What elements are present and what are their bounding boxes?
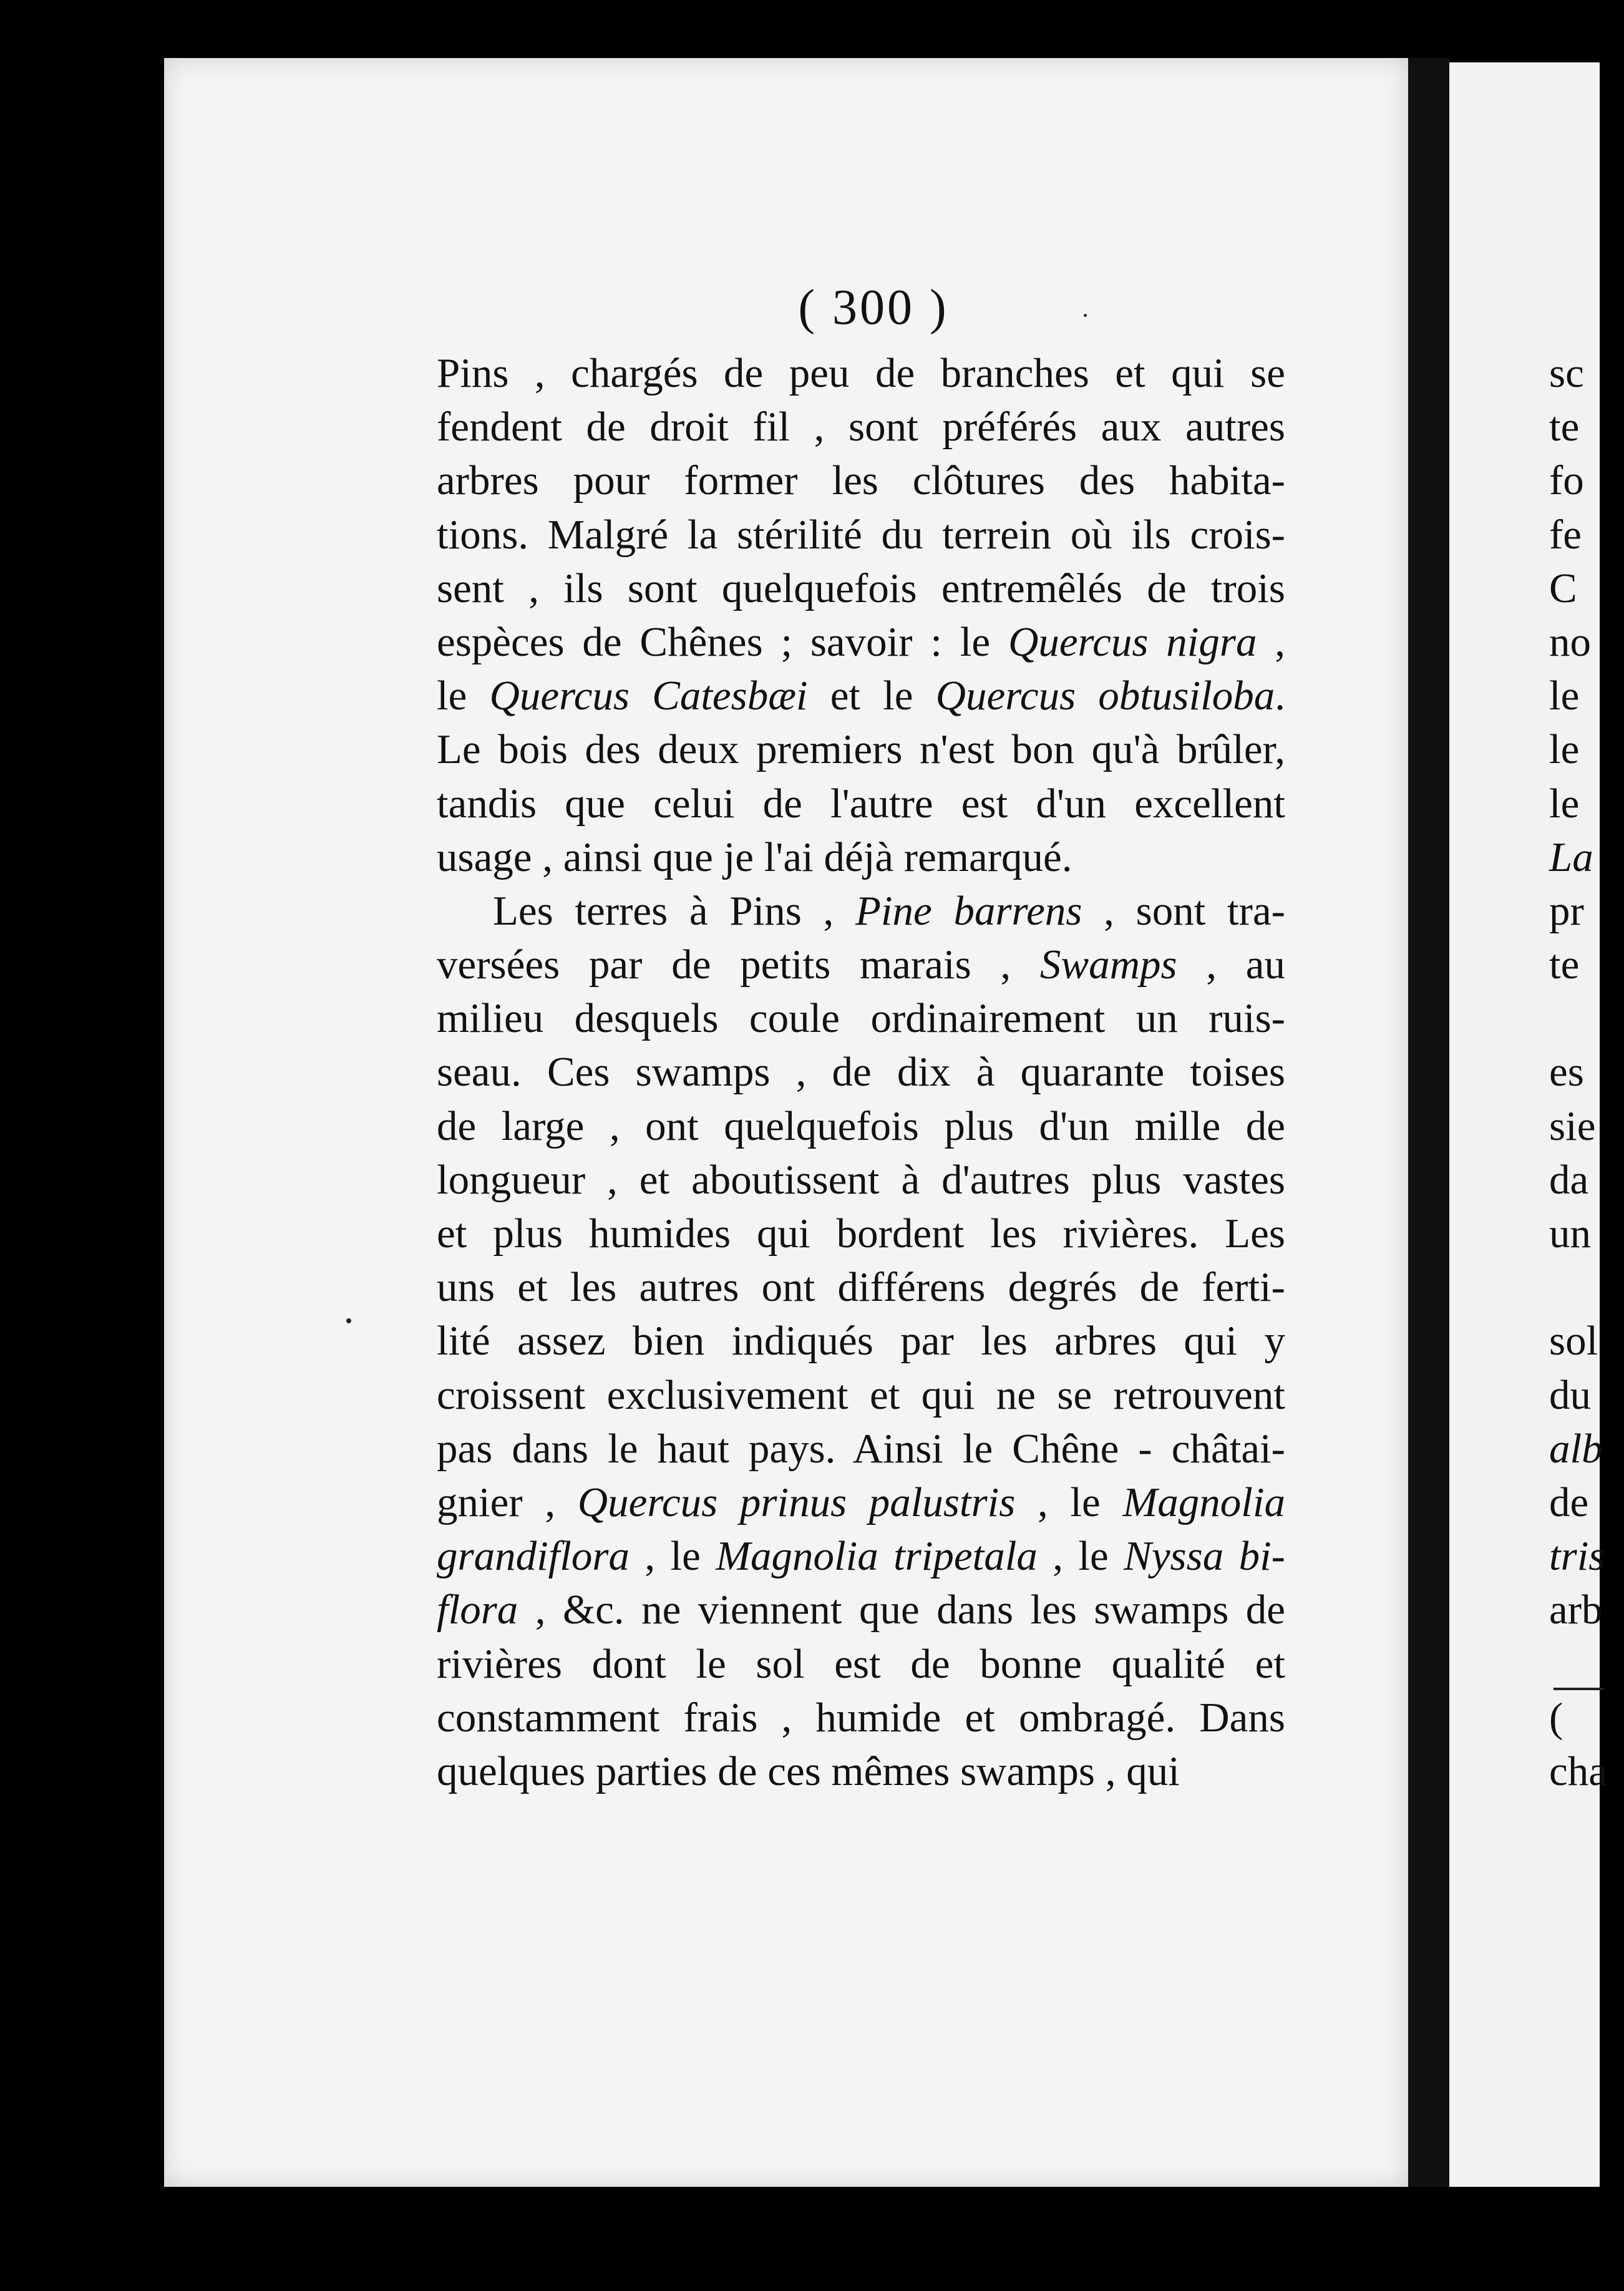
italic-term: Magnolia tripetala [716, 1533, 1038, 1580]
facing-page-text [1549, 346, 1624, 1798]
facing-text-fragment: te [1549, 404, 1580, 450]
facing-text-fragment [1549, 1637, 1624, 1691]
text-line: tions. Malgré la stérilité du terrein où ils crois- [437, 511, 1285, 558]
facing-text-fragment: alb [1549, 1425, 1603, 1472]
italic-term: Nyssa bi- [1124, 1533, 1285, 1580]
text-line [437, 1476, 1285, 1529]
facing-text-fragment: ( [1549, 1694, 1563, 1741]
page-number: ( 300 ) [798, 280, 949, 335]
text-line: et plus humides qui bordent les rivières. Les [437, 1210, 1285, 1257]
text-line: croissent exclusivement et qui ne se retrouvent [437, 1371, 1285, 1418]
facing-text-fragment: da [1549, 1156, 1589, 1203]
facing-text-fragment: le [1549, 726, 1580, 773]
facing-text-fragment: sc [1549, 350, 1584, 396]
text-line: Le bois des deux premiers n'est bon qu'à brûler, [437, 726, 1285, 773]
text-line [437, 615, 1285, 669]
text-line [437, 669, 1285, 722]
text-run: le [437, 673, 490, 719]
facing-text-fragment: du [1549, 1371, 1591, 1418]
italic-term: Swamps [1039, 941, 1177, 988]
text-line: constamment frais , humide et ombragé. Dans [437, 1694, 1285, 1741]
facing-text-fragment: de [1549, 1479, 1589, 1525]
facing-text-fragment: pr [1549, 887, 1584, 934]
book-gutter [1408, 58, 1449, 2187]
text-run: gnier , [437, 1479, 578, 1525]
text-line: quelques parties de ces mêmes swamps , qui [437, 1748, 1180, 1794]
facing-text-fragment: La [1549, 834, 1593, 880]
italic-term: grandiflora [437, 1533, 630, 1580]
text-line: de large , ont quelquefois plus d'un mille de [437, 1102, 1285, 1149]
facing-text-fragment: le [1549, 673, 1580, 719]
facing-text-fragment: es [1549, 1049, 1584, 1096]
text-line [437, 1529, 1285, 1583]
text-run: et le [807, 673, 936, 719]
text-line: Pins , chargés de peu de branches et qui se [437, 350, 1285, 396]
text-run: , le [1037, 1533, 1124, 1580]
text-run: , le [1015, 1479, 1123, 1525]
facing-text-fragment: no [1549, 618, 1591, 665]
paper-speck [346, 1318, 351, 1323]
text-line: milieu desquels coule ordinairement un ruis- [437, 995, 1285, 1042]
italic-term: Quercus nigra [1008, 618, 1257, 665]
text-line: rivières dont le sol est de bonne qualité et [437, 1640, 1285, 1687]
text-line: tandis que celui de l'autre est d'un excellent [437, 780, 1285, 827]
text-run: , au [1177, 941, 1285, 988]
facing-text-fragment: fo [1549, 457, 1584, 504]
text-run: Les terres à Pins , [493, 887, 855, 934]
text-line: lité assez bien indiqués par les arbres qui y [437, 1318, 1285, 1364]
body-text [437, 346, 1285, 1798]
facing-text-fragment: fe [1549, 511, 1582, 558]
footnote-rule [1553, 1688, 1603, 1690]
italic-term: flora [437, 1587, 518, 1633]
facing-text-fragment: arb [1549, 1587, 1603, 1633]
facing-text-fragment [1549, 1260, 1624, 1314]
text-run: versées par de petits marais , [437, 941, 1040, 988]
facing-text-fragment: te [1549, 941, 1580, 988]
text-line [437, 1583, 1285, 1637]
text-line: fendent de droit fil , sont préférés aux autres [437, 404, 1285, 450]
italic-term: Pine barrens [855, 887, 1082, 934]
text-run: , &c. ne viennent que dans les swamps de [518, 1587, 1285, 1633]
facing-text-fragment: C [1549, 565, 1577, 611]
text-run: , sont tra- [1082, 887, 1285, 934]
facing-text-fragment: sie [1549, 1102, 1596, 1149]
text-line: sent , ils sont quelquefois entremêlés de trois [437, 565, 1285, 611]
text-line [437, 938, 1285, 991]
paper-speck [1084, 314, 1087, 317]
facing-text-fragment [1549, 991, 1624, 1045]
text-run: , [1257, 618, 1285, 665]
italic-term: Quercus Catesbæi [489, 673, 808, 719]
text-run: , le [630, 1533, 716, 1580]
text-line [437, 884, 1285, 938]
text-line: seau. Ces swamps , de dix à quarante toises [437, 1049, 1285, 1096]
facing-text-fragment: le [1549, 780, 1580, 827]
text-line: usage , ainsi que je l'ai déjà remarqué. [437, 834, 1072, 880]
text-line: arbres pour former les clôtures des habita- [437, 457, 1285, 504]
facing-text-fragment: cha [1549, 1748, 1607, 1794]
text-line: uns et les autres ont différens degrés de ferti- [437, 1264, 1285, 1311]
text-line: pas dans le haut pays. Ainsi le Chêne - châtai- [437, 1425, 1285, 1472]
text-run: espèces de Chênes ; savoir : le [437, 618, 1008, 665]
facing-text-fragment: un [1549, 1210, 1591, 1257]
facing-text-fragment: sol [1549, 1318, 1598, 1364]
text-run: . [1275, 673, 1285, 719]
italic-term: Quercus prinus palustris [577, 1479, 1016, 1525]
text-line: longueur , et aboutissent à d'autres plus vastes [437, 1156, 1285, 1203]
italic-term: Magnolia [1122, 1479, 1285, 1525]
italic-term: Quercus obtusiloba [935, 673, 1275, 719]
facing-text-fragment: tris [1549, 1533, 1605, 1580]
